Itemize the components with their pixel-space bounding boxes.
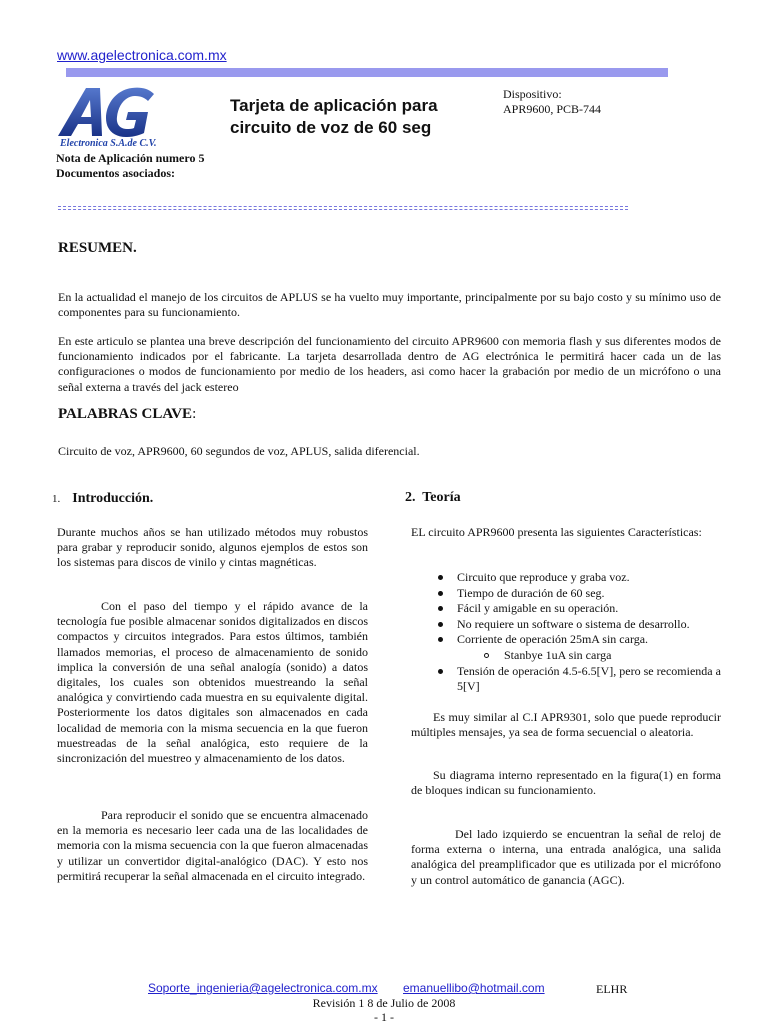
- dashed-divider: [58, 206, 628, 210]
- keywords-title: PALABRAS CLAVE: [58, 406, 193, 422]
- bullet-icon: [438, 575, 443, 580]
- bullet-icon: [438, 622, 443, 627]
- device-value: APR9600, PCB-744: [503, 102, 602, 116]
- feature-item-1: Circuito que reproduce y graba voz.: [457, 570, 630, 584]
- resumen-heading: RESUMEN.: [58, 240, 137, 256]
- feature-item-2: Tiempo de duración de 60 seg.: [457, 586, 605, 600]
- teoria-intro: EL circuito APR9600 presenta las siguientes Características:: [411, 525, 702, 539]
- intro-paragraph-1: Durante muchos años se han utilizado métodos muy robustos para grabar y reproducir sonido, algunos ejemplos de estos son los sistemas para discos de vinilo y cintas magnéticas.: [57, 525, 368, 570]
- author-initials: ELHR: [596, 982, 628, 996]
- support-email-link[interactable]: Soporte_ingenieria@agelectronica.com.mx: [148, 981, 378, 995]
- teoria-paragraph-3: Del lado izquierdo se encuentran la señal de reloj de forma externa o interna, una entrada analógica, una salida analógica del preamplificador que es utilizada por el micrófono y un control automático de ganancia (AGC).: [411, 827, 721, 887]
- keywords-colon: :: [192, 406, 197, 422]
- logo-subtitle: Electronica S.A.de C.V.: [60, 138, 157, 149]
- teoria-heading: 2. Teoría: [405, 490, 461, 505]
- intro-number: 1.: [52, 493, 61, 505]
- keywords-text: Circuito de voz, APR9600, 60 segundos de voz, APLUS, salida diferencial.: [58, 444, 420, 458]
- feature-item-5: Corriente de operación 25mA sin carga.: [457, 632, 649, 646]
- bullet-icon: [438, 591, 443, 596]
- teoria-paragraph-2: Su diagrama interno representado en la figura(1) en forma de bloques indican su funcionamiento.: [411, 768, 721, 798]
- author-email-link[interactable]: emanuellibo@hotmail.com: [403, 981, 545, 995]
- sub-bullet-icon: [484, 653, 489, 658]
- feature-item-4: No requiere un software o sistema de desarrollo.: [457, 617, 690, 631]
- page-title: [230, 95, 438, 139]
- associated-docs: Documentos asociados:: [56, 166, 175, 180]
- teoria-paragraph-1: Es muy similar al C.I APR9301, solo que puede reproducir múltiples mensajes, ya sea de forma secuencial o aleatoria.: [411, 710, 721, 740]
- page-number: - 1 -: [374, 1010, 394, 1024]
- intro-paragraph-2: Con el paso del tiempo y el rápido avance de la tecnología fue posible almacenar sonidos digitalizados en discos compactos y circuitos integrados. Para estos últimos, también llamados memorias, el proceso de almacenamiento de sonido implica la conversión de una señal analogía (sonido) a datos digitales, los cuales son obtenidos muestreando la señal analógica y convirtiendo cada muestra en su equivalente digital. Posteriormente los datos digitales son almacenados en cada localidad de memoria con la misma secuencia en la que fueron muestreadas de la señal analógica, esto requiere de la sincronización del muestreo y almacenamiento de los datos.: [57, 599, 368, 766]
- intro-paragraph-3: Para reproducir el sonido que se encuentra almacenado en la memoria es necesario leer cada una de las localidades de memoria con la misma secuencia con la que fueron almacenadas y utilizar un convertidor digital-analógico (DAC). Y esto nos permitirá recuperar la señal almacenada en el circuito integrado.: [57, 808, 368, 883]
- bullet-icon: [438, 606, 443, 611]
- resumen-paragraph-2: En este articulo se plantea una breve descripción del funcionamiento del circuito APR9600 con memoria flash y sus diferentes modos de funcionamiento indicados por el fabricante. La tarjeta desarrollada dentro de AG electrónica le permitirá hacer cada un de las configuraciones o modos de funcionamiento por medio de los headers, asi como hacer la grabación por medio de un micrófono o una señal externa a través del jack estereo: [58, 334, 721, 394]
- feature-sub-item: Stanbye 1uA sin carga: [504, 648, 612, 662]
- title-line-1: Tarjeta de aplicación para: [230, 96, 438, 115]
- website-link[interactable]: www.agelectronica.com.mx: [57, 47, 227, 63]
- device-label: Dispositivo:: [503, 87, 562, 101]
- bullet-icon: [438, 669, 443, 674]
- resumen-paragraph-1: En la actualidad el manejo de los circuitos de APLUS se ha vuelto muy importante, principalmente por su bajo costo y su mínimo uso de componentes para su funcionamiento.: [58, 290, 721, 320]
- intro-title: Introducción.: [72, 491, 154, 506]
- revision-text: Revisión 1 8 de Julio de 2008: [312, 996, 456, 1010]
- bullet-icon: [438, 637, 443, 642]
- title-line-2: circuito de voz de 60 seg: [230, 118, 432, 137]
- header-bar: [66, 68, 668, 77]
- feature-item-3: Fácil y amigable en su operación.: [457, 601, 619, 615]
- application-note: Nota de Aplicación numero 5: [56, 151, 205, 165]
- keywords-heading: [58, 406, 196, 423]
- ag-logo: [56, 84, 164, 158]
- feature-item-6: Tensión de operación 4.5-6.5[V], pero se recomienda a 5[V]: [457, 664, 721, 694]
- intro-heading: [52, 489, 153, 507]
